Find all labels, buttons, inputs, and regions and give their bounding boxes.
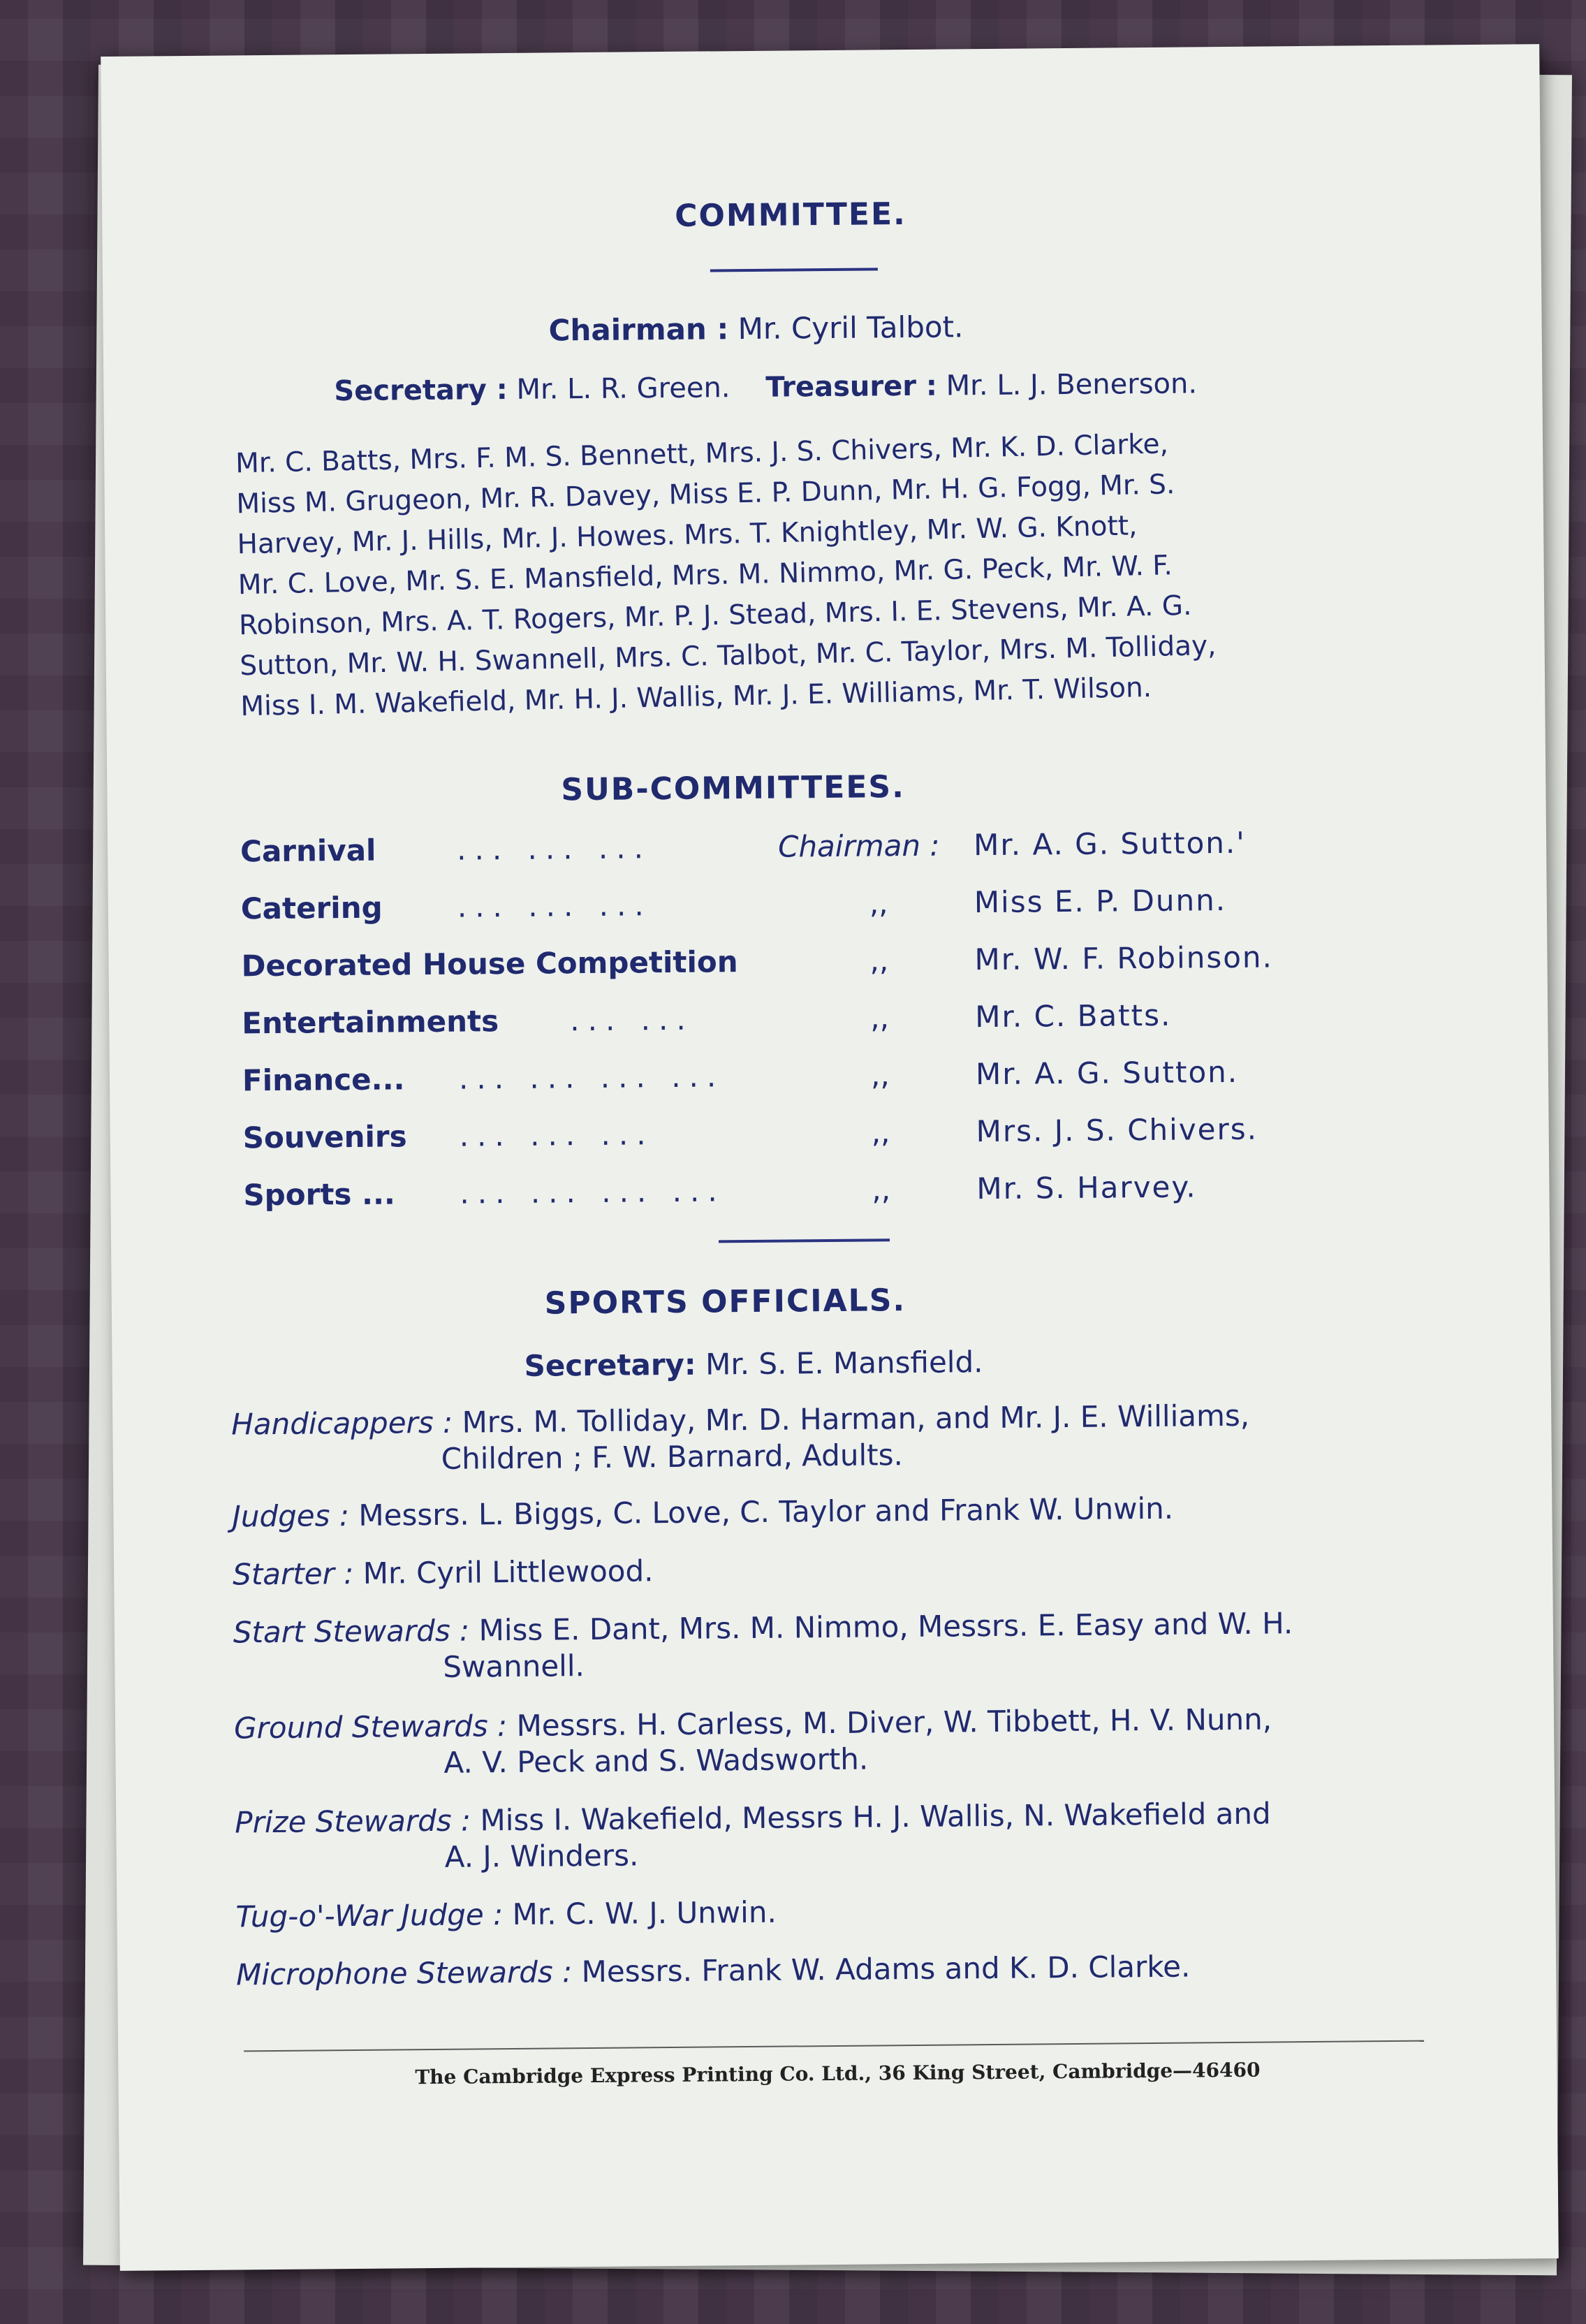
official-entry — [236, 1950, 1191, 1992]
secretary-name: Mr. L. R. Green. — [516, 372, 730, 406]
committee-members — [235, 418, 1491, 727]
subcommittee-chair: Mr. A. G. Sutton.' — [973, 825, 1247, 863]
ditto-mark: ,, — [870, 1058, 890, 1092]
subcommittee-chair: Miss E. P. Dunn. — [974, 883, 1227, 920]
committee-heading: COMMITTEE. — [675, 196, 906, 234]
official-role: Microphone Stewards : — [235, 1954, 573, 1992]
subcommittee-row — [241, 939, 1358, 991]
subcommittee-row — [241, 882, 1358, 933]
official-role: Tug-o'-War Judge : — [235, 1897, 504, 1934]
secretary-label: Secretary : — [334, 373, 508, 408]
subcommittee-chair: Mr. S. Harvey. — [976, 1169, 1197, 1206]
official-entry — [235, 1895, 777, 1934]
treasurer-name: Mr. L. J. Benerson. — [946, 367, 1198, 402]
leader-dots: ... ... ... — [459, 1117, 654, 1153]
officials-list — [231, 1396, 1488, 1992]
member-line: Mr. C. Love, Mr. S. E. Mansfield, Mrs. M. Nimmo, Mr. G. Peck, Mr. W. F. — [237, 550, 1173, 601]
member-line: Miss M. Grugeon, Mr. R. Davey, Miss E. P. Dunn, Mr. H. G. Fogg, Mr. S. — [235, 469, 1175, 520]
ditto-mark: ,, — [871, 1115, 890, 1150]
treasurer-label: Treasurer : — [765, 370, 938, 404]
subcommittee-chair: Mrs. J. S. Chivers. — [976, 1111, 1258, 1149]
chairman-label: Chairman : — [548, 312, 729, 348]
official-names: Mrs. M. Tolliday, Mr. D. Harman, and Mr. J. E. Williams, — [462, 1398, 1250, 1440]
official-names: Mr. C. W. J. Unwin. — [512, 1894, 777, 1932]
leader-dots: ... ... ... — [457, 888, 652, 924]
official-entry — [235, 1797, 1271, 1840]
leader-dots: ... ... — [570, 1002, 694, 1038]
subcommittee-name: Finance... — [242, 1062, 405, 1098]
leader-dots: ... ... ... ... — [460, 1174, 726, 1211]
footer-divider — [244, 2040, 1424, 2052]
official-names: Mr. Cyril Littlewood. — [362, 1554, 654, 1591]
member-line: Miss I. M. Wakefield, Mr. H. J. Wallis, Mr. J. E. Williams, Mr. T. Wilson. — [240, 671, 1152, 723]
subcommittee-row — [243, 1111, 1360, 1162]
leader-dots: ... ... ... — [456, 831, 652, 867]
ditto-mark: ,, — [869, 886, 888, 921]
subcommittee-row — [242, 1053, 1360, 1105]
official-names: Messrs. H. Carless, M. Diver, W. Tibbett, H. V. Nunn, — [516, 1702, 1272, 1743]
official-names-cont: A. V. Peck and S. Wadsworth. — [443, 1741, 869, 1780]
chairman-role-label: Chairman : — [777, 828, 940, 864]
subcommittee-name: Decorated House Competition — [241, 944, 738, 984]
subcommittee-chair: Mr. W. F. Robinson. — [974, 940, 1274, 977]
official-role: Prize Stewards : — [235, 1803, 471, 1840]
chairman-line — [548, 307, 963, 349]
sports-secretary-line — [524, 1343, 983, 1385]
official-entry — [233, 1606, 1293, 1649]
official-names: Miss E. Dant, Mrs. M. Nimmo, Messrs. E. Easy and W. H. — [478, 1606, 1293, 1648]
member-line: Harvey, Mr. J. Hills, Mr. J. Howes. Mrs. T. Knightley, Mr. W. G. Knott, — [237, 510, 1138, 561]
official-role: Ground Stewards : — [233, 1709, 508, 1746]
ditto-mark: ,, — [870, 1000, 890, 1035]
official-names-cont: A. J. Winders. — [444, 1838, 639, 1874]
sports-secretary-label: Secretary: — [524, 1347, 696, 1383]
official-role: Handicappers : — [231, 1405, 453, 1442]
subcommittee-row — [243, 1168, 1360, 1220]
official-role: Judges : — [232, 1498, 350, 1534]
official-names: Messrs. Frank W. Adams and K. D. Clarke. — [581, 1949, 1191, 1989]
committee-divider — [710, 268, 878, 272]
subcommittee-chair: Mr. C. Batts. — [975, 997, 1172, 1035]
subcommittee-chair: Mr. A. G. Sutton. — [975, 1054, 1239, 1092]
official-role: Start Stewards : — [233, 1613, 470, 1650]
official-entry — [234, 1702, 1272, 1746]
subcommittees-divider — [719, 1238, 890, 1243]
official-entry — [231, 1398, 1249, 1442]
member-line: Robinson, Mrs. A. T. Rogers, Mr. P. J. Stead, Mrs. I. E. Stevens, Mr. A. G. — [238, 590, 1192, 642]
ditto-mark: ,, — [869, 943, 889, 978]
printer-imprint: The Cambridge Express Printing Co. Ltd., 36 King Street, Cambridge—46460 — [415, 2058, 1261, 2089]
official-names: Miss I. Wakefield, Messrs H. J. Wallis, N. Wakefield and — [480, 1796, 1271, 1838]
subcommittee-name: Entertainments — [242, 1004, 499, 1041]
member-line: Sutton, Mr. W. H. Swannell, Mrs. C. Talbot, Mr. C. Taylor, Mrs. M. Tolliday, — [239, 629, 1217, 682]
subcommittee-name: Catering — [240, 890, 383, 926]
subcommittee-name: Carnival — [240, 833, 376, 869]
official-names-cont: Children ; F. W. Barnard, Adults. — [441, 1438, 904, 1476]
leader-dots: ... ... ... ... — [458, 1059, 725, 1096]
subcommittee-name: Souvenirs — [242, 1119, 407, 1155]
official-entry — [232, 1491, 1173, 1534]
official-names: Messrs. L. Biggs, C. Love, C. Taylor and Frank W. Unwin. — [358, 1491, 1174, 1533]
official-names-cont: Swannell. — [443, 1649, 585, 1684]
member-line: Mr. C. Batts, Mrs. F. M. S. Bennett, Mrs. J. S. Chivers, Mr. K. D. Clarke, — [235, 428, 1169, 480]
subcommittee-row — [242, 996, 1359, 1048]
official-entry — [233, 1554, 654, 1591]
chairman-name: Mr. Cyril Talbot. — [737, 309, 964, 346]
subcommittees-heading: SUB-COMMITTEES. — [561, 769, 906, 808]
subcommittee-row — [240, 824, 1358, 876]
official-role: Starter : — [232, 1556, 354, 1592]
sports-officials-heading: SPORTS OFFICIALS. — [544, 1282, 906, 1322]
sports-secretary-name: Mr. S. E. Mansfield. — [705, 1345, 983, 1382]
secretary-treasurer-line — [334, 365, 1197, 411]
ditto-mark: ,, — [872, 1172, 891, 1207]
subcommittee-name: Sports ... — [243, 1176, 396, 1213]
programme-page — [101, 44, 1559, 2271]
